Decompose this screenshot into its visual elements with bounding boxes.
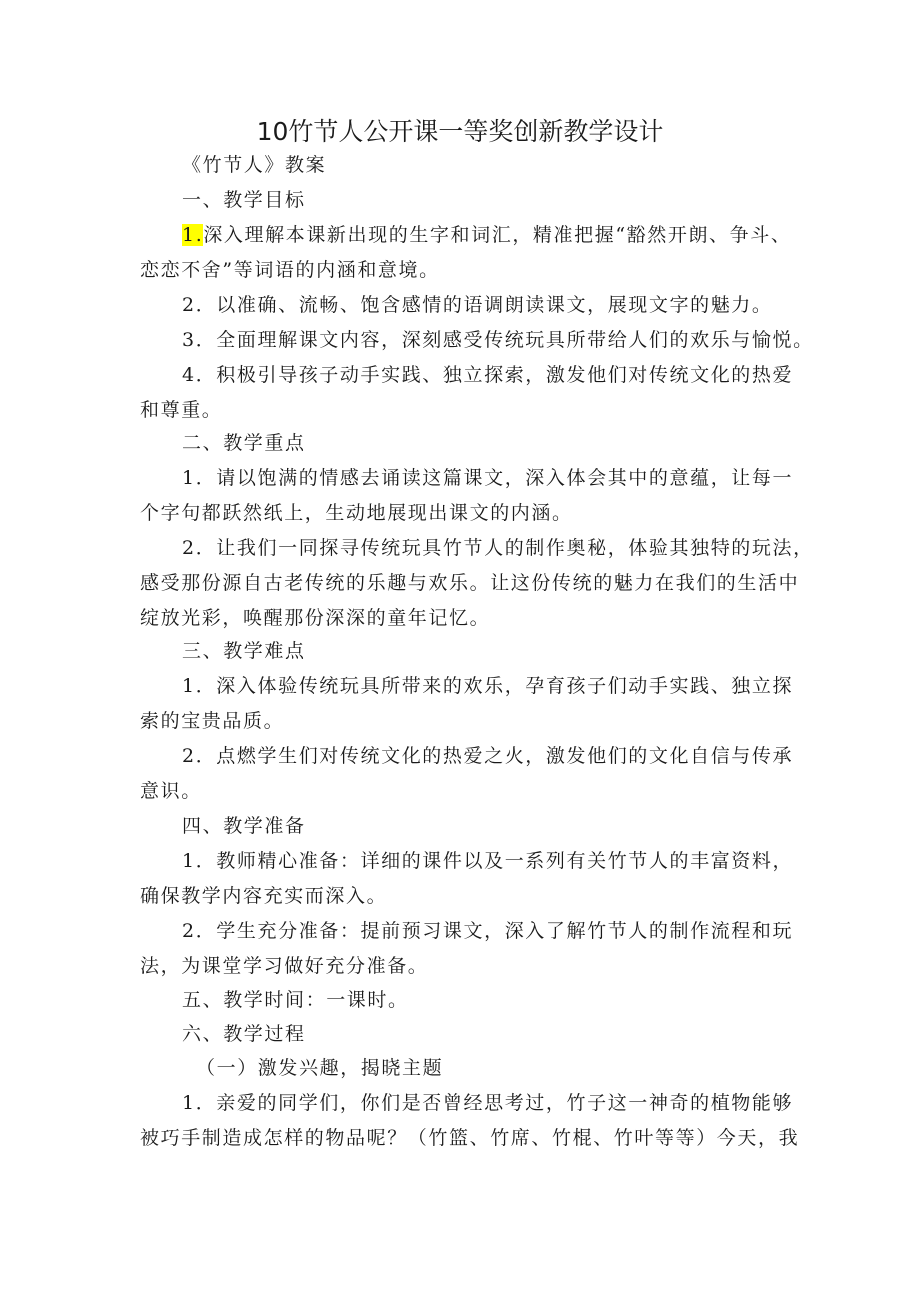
paragraph-line — [182, 222, 791, 248]
section-heading: 一、教学目标 — [182, 189, 306, 211]
paragraph-line: 意识。 — [140, 780, 202, 802]
paragraph-text: 深入理解本课新出现的生字和词汇，精准把握“豁然开朗、争斗、 — [203, 224, 792, 246]
paragraph-line: 1．亲爱的同学们，你们是否曾经思考过，竹子这一神奇的植物能够 — [182, 1092, 794, 1114]
paragraph-line: 2．让我们一同探寻传统玩具竹节人的制作奥秘，体验其独特的玩法， — [182, 537, 814, 559]
paragraph-line: 确保教学内容充实而深入。 — [140, 885, 388, 907]
paragraph-line: 1．深入体验传统玩具所带来的欢乐，孕育孩子们动手实践、独立探 — [182, 675, 794, 697]
section-heading: 六、教学过程 — [182, 1023, 306, 1045]
paragraph-line: 1．请以饱满的情感去诵读这篇课文，深入体会其中的意蕴，让每一 — [182, 467, 794, 489]
section-heading: 四、教学准备 — [182, 815, 306, 837]
paragraph-line: 法，为课堂学习做好充分准备。 — [140, 955, 429, 977]
paragraph-line: 个字句都跃然纸上，生动地展现出课文的内涵。 — [140, 502, 573, 524]
paragraph-line: 1．教师精心准备：详细的课件以及一系列有关竹节人的丰富资料， — [182, 850, 794, 872]
paragraph-line: 3．全面理解课文内容，深刻感受传统玩具所带给人们的欢乐与愉悦。 — [182, 329, 814, 351]
paragraph-line: 被巧手制造成怎样的物品呢？（竹篮、竹席、竹棍、竹叶等等）今天，我 — [140, 1127, 800, 1149]
paragraph-line: 2．点燃学生们对传统文化的热爱之火，激发他们的文化自信与传承 — [182, 745, 794, 767]
doc-subtitle: 《竹节人》教案 — [182, 154, 327, 176]
section-heading: 五、教学时间：一课时。 — [182, 989, 409, 1011]
highlighted-list-marker: 1. — [182, 224, 204, 246]
paragraph-line: 恋恋不舍”等词语的内涵和意境。 — [140, 259, 440, 281]
section-heading: 二、教学重点 — [182, 432, 306, 454]
paragraph-line: 索的宝贵品质。 — [140, 710, 285, 732]
section-heading: 三、教学难点 — [182, 640, 306, 662]
paragraph-line: 和尊重。 — [140, 399, 223, 421]
paragraph-line: 2．以准确、流畅、饱含感情的语调朗读课文，展现文字的魅力。 — [182, 294, 773, 316]
paragraph-line: 4．积极引导孩子动手实践、独立探索，激发他们对传统文化的热爱 — [182, 364, 794, 386]
paragraph-line: 2．学生充分准备：提前预习课文，深入了解竹节人的制作流程和玩 — [182, 920, 794, 942]
paragraph-line: 感受那份源自古老传统的乐趣与欢乐。让这份传统的魅力在我们的生活中 — [140, 572, 800, 594]
paragraph-line: 绽放光彩，唤醒那份深深的童年记忆。 — [140, 607, 491, 629]
document-title: 10竹节人公开课一等奖创新教学设计 — [256, 117, 664, 146]
subsection-heading: （一）激发兴趣，揭晓主题 — [196, 1057, 444, 1079]
